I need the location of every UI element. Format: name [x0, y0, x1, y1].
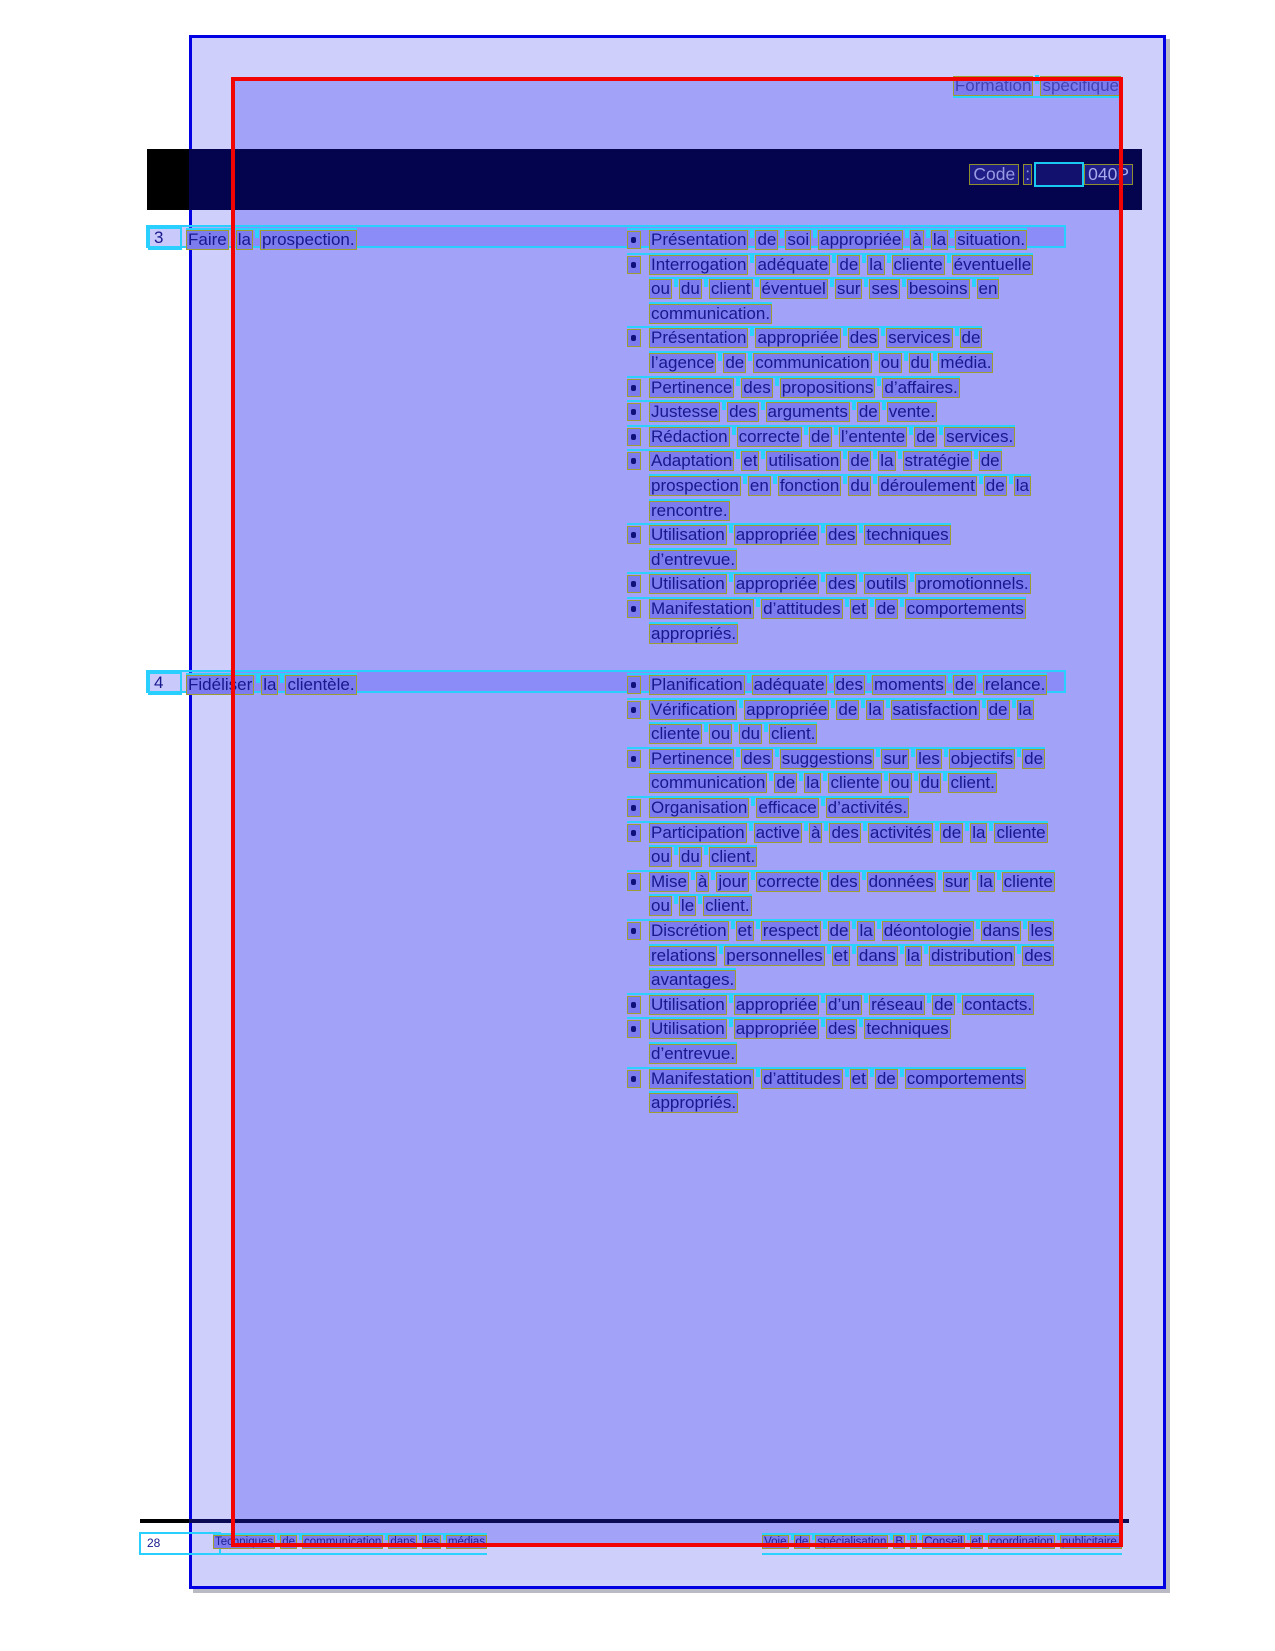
word-highlight: comportements	[906, 1068, 1024, 1088]
word-highlight: de	[954, 675, 974, 694]
word-highlight: appropriés.	[651, 1093, 737, 1113]
page-number: 28	[139, 1532, 221, 1555]
word-highlight: Manifestation	[651, 1068, 753, 1088]
word-highlight: cliente	[996, 822, 1046, 842]
word-highlight: de	[961, 328, 981, 348]
word-highlight: appropriée	[735, 994, 817, 1014]
word-highlight: respect	[762, 920, 819, 940]
word-highlight: propositions	[781, 377, 874, 397]
word-highlight: à	[810, 822, 821, 842]
word-highlight: Adaptation	[651, 451, 733, 471]
word-highlight: déroulement	[880, 475, 975, 495]
word-highlight: spécialisation	[817, 1536, 887, 1548]
word-highlight: à	[697, 871, 708, 891]
word-highlight: besoins	[908, 279, 968, 299]
word-highlight: des	[743, 377, 771, 397]
word-highlight: Formation	[954, 76, 1032, 95]
word-highlight: la	[979, 871, 993, 891]
word-highlight: des	[827, 525, 856, 545]
word-highlight: utilisation	[768, 451, 840, 471]
footer-rule-left	[140, 1519, 189, 1523]
word-highlight: Utilisation	[651, 574, 725, 594]
word-highlight: la	[880, 451, 894, 471]
word-highlight: rencontre.	[651, 500, 728, 520]
word-highlight: Planification	[651, 675, 743, 694]
word-highlight: de	[876, 598, 896, 618]
word-highlight: la	[859, 920, 873, 940]
word-highlight: services	[888, 328, 951, 348]
word-highlight: des	[743, 748, 771, 768]
word-highlight: d’affaires.	[884, 377, 958, 397]
word-highlight: d’un	[827, 994, 861, 1014]
word-highlight: jour	[718, 871, 747, 891]
word-highlight: situation.	[957, 230, 1026, 249]
word-highlight: fonction	[779, 475, 840, 495]
word-highlight: la	[1015, 475, 1029, 495]
word-highlight: du	[741, 724, 760, 744]
word-highlight: cliente	[830, 773, 880, 793]
word-highlight: Organisation	[651, 797, 748, 817]
word-highlight: Interrogation	[651, 254, 747, 274]
word-highlight: éventuelle	[953, 254, 1032, 274]
word-highlight: de	[810, 426, 830, 446]
header-bar-left-cap	[147, 149, 189, 210]
word-highlight: de	[757, 230, 777, 249]
word-highlight: de	[1024, 748, 1044, 768]
word-highlight: la	[906, 945, 920, 965]
word-highlight: distribution	[930, 945, 1014, 965]
word-highlight: en	[749, 475, 769, 495]
word-highlight: activités	[869, 822, 932, 842]
word-highlight: ou	[711, 724, 731, 744]
word-highlight: la	[972, 822, 986, 842]
word-highlight: dans	[982, 920, 1020, 940]
word-highlight: de	[839, 254, 859, 274]
word-highlight: appropriés.	[651, 623, 737, 643]
word-highlight: l’agence	[651, 352, 715, 372]
word-highlight: de	[985, 475, 1005, 495]
word-highlight: Vérification	[651, 699, 736, 719]
word-highlight: relance.	[984, 675, 1046, 694]
word-highlight: ou	[651, 847, 670, 867]
word-highlight: les	[424, 1536, 439, 1548]
word-highlight: éventuel	[761, 279, 826, 299]
word-highlight: à	[912, 230, 922, 249]
word-highlight: relations	[651, 945, 716, 965]
word-highlight: données	[868, 871, 934, 891]
word-highlight: contacts.	[964, 994, 1033, 1014]
word-highlight: personnelles	[726, 945, 823, 965]
word-highlight: Discrétion	[651, 920, 727, 940]
code-label: Code	[969, 164, 1019, 185]
word-highlight: coordination	[990, 1536, 1053, 1548]
word-highlight: Pertinence	[651, 748, 733, 768]
word-highlight: client.	[705, 896, 750, 916]
word-highlight: ou	[651, 896, 670, 916]
word-highlight: Conseil	[924, 1536, 963, 1548]
word-highlight: client.	[950, 773, 995, 793]
word-highlight: ou	[880, 352, 900, 372]
word-highlight: Présentation	[651, 230, 747, 249]
word-highlight: Participation	[651, 822, 745, 842]
word-highlight: d’activités.	[827, 797, 908, 817]
word-highlight: de	[916, 426, 936, 446]
word-highlight: et	[851, 598, 866, 618]
word-highlight: du	[850, 475, 870, 495]
word-highlight: d’entrevue.	[651, 549, 736, 569]
word-highlight: Fidéliser	[188, 675, 253, 694]
word-highlight: ou	[890, 773, 910, 793]
word-highlight: communication.	[651, 303, 771, 323]
word-highlight: de	[876, 1068, 896, 1088]
objective-number: 3	[148, 227, 182, 250]
word-highlight: des	[830, 871, 858, 891]
word-highlight: du	[920, 773, 940, 793]
word-highlight: médias	[447, 1536, 486, 1548]
word-highlight: outils	[866, 574, 907, 594]
word-highlight: dans	[858, 945, 896, 965]
word-highlight: cliente	[893, 254, 943, 274]
word-highlight: suggestions	[781, 748, 873, 768]
word-highlight: publicitaire.	[1061, 1536, 1120, 1548]
word-highlight: des	[729, 402, 757, 422]
word-highlight: appropriée	[757, 328, 839, 348]
word-highlight: moments	[874, 675, 944, 694]
code-colon: :	[1025, 164, 1031, 184]
word-highlight: sur	[836, 279, 861, 299]
word-highlight: la	[806, 773, 820, 793]
word-highlight: appropriée	[820, 230, 902, 249]
word-highlight: des	[831, 822, 859, 842]
word-highlight: appropriée	[746, 699, 828, 719]
word-highlight: correcte	[757, 871, 820, 891]
word-highlight: la	[868, 699, 882, 719]
word-highlight: de	[795, 1536, 809, 1548]
word-highlight: Mise	[651, 871, 687, 891]
word-highlight: ses	[871, 279, 898, 299]
word-highlight: ou	[651, 279, 670, 299]
word-highlight: d’attitudes	[763, 598, 841, 618]
word-highlight: sur	[883, 748, 908, 768]
word-highlight: le	[680, 896, 695, 916]
word-highlight: clientèle.	[287, 675, 355, 694]
word-highlight: satisfaction	[892, 699, 978, 719]
word-highlight: la	[237, 230, 251, 249]
word-highlight: de	[829, 920, 849, 940]
word-highlight: de	[725, 352, 745, 372]
word-highlight: active	[755, 822, 800, 842]
word-highlight: Faire	[188, 230, 227, 249]
word-highlight: Utilisation	[651, 525, 725, 545]
word-highlight: média.	[940, 352, 992, 372]
word-highlight: appropriée	[735, 525, 817, 545]
word-highlight: de	[934, 994, 954, 1014]
word-highlight: Rédaction	[651, 426, 728, 446]
word-highlight: arguments	[767, 402, 848, 422]
word-highlight: comportements	[906, 598, 1024, 618]
word-highlight: Voie	[764, 1536, 787, 1548]
word-highlight: du	[680, 279, 700, 299]
word-highlight: de	[850, 451, 870, 471]
word-highlight: et	[971, 1536, 982, 1548]
objective-number: 4	[148, 672, 182, 695]
word-highlight: stratégie	[904, 451, 970, 471]
word-highlight: des	[849, 328, 878, 348]
word-highlight: Justesse	[651, 402, 719, 422]
word-highlight: des	[835, 675, 863, 694]
word-highlight: :	[912, 1536, 916, 1548]
word-highlight: avantages.	[651, 970, 735, 990]
word-highlight: Manifestation	[651, 598, 753, 618]
code-value: 040P	[1084, 164, 1133, 185]
word-highlight: communication	[755, 352, 870, 372]
word-highlight: réseau	[871, 994, 924, 1014]
word-highlight: client	[710, 279, 751, 299]
word-highlight: Présentation	[651, 328, 747, 348]
word-highlight: efficace	[758, 797, 817, 817]
word-highlight: des	[827, 1019, 856, 1039]
word-highlight: les	[918, 748, 940, 768]
word-highlight: sur	[944, 871, 969, 891]
word-highlight: la	[932, 230, 947, 249]
word-highlight: Utilisation	[651, 994, 725, 1014]
word-highlight: et	[737, 920, 752, 940]
word-highlight: des	[1024, 945, 1052, 965]
word-highlight: services.	[946, 426, 1014, 446]
word-highlight: de	[282, 1536, 295, 1548]
word-highlight: l’entente	[840, 426, 906, 446]
word-highlight: techniques	[866, 525, 949, 545]
word-highlight: déontologie	[883, 920, 972, 940]
selection-red-rect	[231, 77, 1123, 1547]
word-highlight: du	[910, 352, 930, 372]
word-highlight: prospection.	[261, 230, 355, 249]
word-highlight: la	[263, 675, 277, 694]
word-highlight: adéquate	[757, 254, 829, 274]
word-highlight: de	[858, 402, 878, 422]
word-highlight: cliente	[651, 724, 701, 744]
word-highlight: objectifs	[950, 748, 1014, 768]
word-highlight: techniques	[866, 1019, 949, 1039]
word-highlight: et	[833, 945, 848, 965]
word-highlight: client.	[710, 847, 756, 867]
word-highlight: client.	[770, 724, 816, 744]
word-highlight: appropriée	[735, 574, 817, 594]
word-highlight: la	[869, 254, 883, 274]
word-highlight: de	[988, 699, 1008, 719]
word-highlight: de	[942, 822, 962, 842]
word-highlight: B	[895, 1536, 904, 1548]
word-highlight: des	[827, 574, 856, 594]
word-highlight: appropriée	[735, 1019, 817, 1039]
word-highlight: Utilisation	[651, 1019, 725, 1039]
word-highlight: en	[978, 279, 998, 299]
word-highlight: communication	[651, 773, 766, 793]
word-highlight: d’attitudes	[763, 1068, 841, 1088]
word-highlight: de	[838, 699, 858, 719]
word-highlight: spécifique	[1042, 76, 1119, 95]
word-highlight: soi	[787, 230, 810, 249]
word-highlight: les	[1030, 920, 1053, 940]
word-highlight: dans	[390, 1536, 416, 1548]
word-highlight: la	[1018, 699, 1032, 719]
word-highlight: correcte	[738, 426, 800, 446]
word-highlight: de	[980, 451, 1000, 471]
word-highlight: communication	[303, 1536, 382, 1548]
word-highlight: adéquate	[753, 675, 825, 694]
word-highlight: du	[680, 847, 700, 867]
word-highlight: prospection	[651, 475, 739, 495]
word-highlight: d’entrevue.	[651, 1043, 736, 1063]
word-highlight: promotionnels.	[917, 574, 1029, 594]
word-highlight: de	[776, 773, 796, 793]
word-highlight: cliente	[1003, 871, 1053, 891]
word-highlight: Techniques	[215, 1536, 274, 1548]
word-highlight: vente.	[888, 402, 936, 422]
word-highlight: et	[743, 451, 758, 471]
word-highlight: Pertinence	[651, 377, 733, 397]
word-highlight: et	[851, 1068, 866, 1088]
